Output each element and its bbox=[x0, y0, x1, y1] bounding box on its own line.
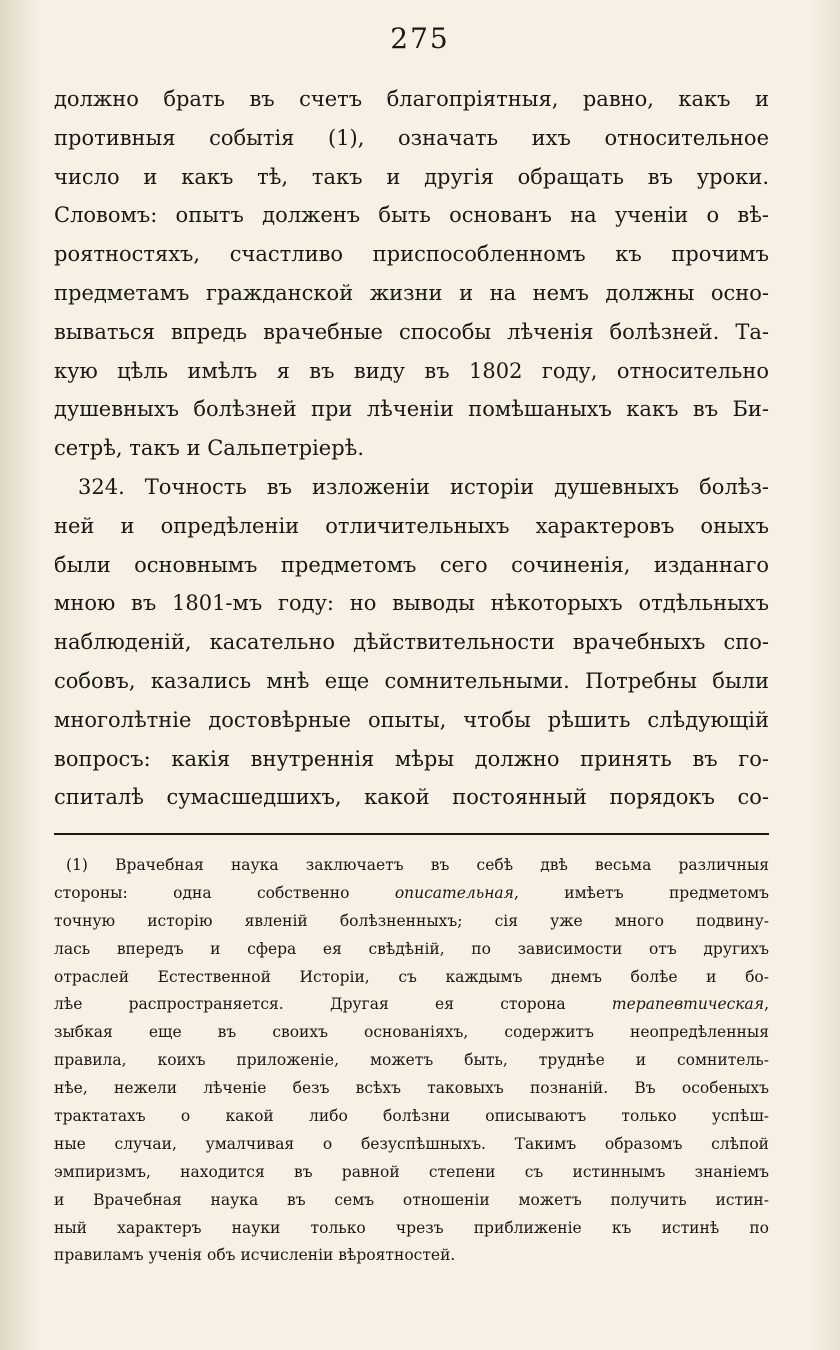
footnote-line: (1) Врачебная наука заключаетъ въ себѣ двѣ весьма различныя bbox=[66, 856, 769, 874]
footnote-line: трактатахъ о какой либо болѣзни описываютъ только успѣш- bbox=[54, 1107, 769, 1126]
text-line: спиталѣ сумасшедшихъ, какой постоянный порядокъ со- bbox=[54, 785, 769, 810]
footnote-line: ные случаи, умалчивая о безуспѣшныхъ. Такимъ образомъ слѣпой bbox=[54, 1134, 769, 1153]
text-line: число и какъ тѣ, такъ и другія обращать въ уроки. bbox=[54, 164, 769, 189]
footnote-line: ный характеръ науки только чрезъ приближеніе къ истинѣ по bbox=[54, 1218, 769, 1237]
text-line: вываться впредь врачебные способы лѣченія болѣзней. Та- bbox=[54, 319, 769, 344]
text-line: Словомъ: опытъ долженъ быть основанъ на ученіи о вѣ- bbox=[54, 203, 769, 228]
text-line: ней и опредѣленіи отличительныхъ характеровъ оныхъ bbox=[54, 513, 769, 538]
footnote-line: точную исторію явленій болѣзненныхъ; сія уже много подвину- bbox=[54, 911, 769, 930]
footnote-line: правила, коихъ приложеніе, можетъ быть, труднѣе и сомнитель- bbox=[54, 1051, 769, 1070]
text-line: роятностяхъ, счастливо приспособленномъ къ прочимъ bbox=[54, 242, 769, 267]
footnote-line: стороны: одна собственно описательная, имѣетъ предметомъ bbox=[54, 883, 769, 902]
footnote-line: правиламъ ученія объ исчисленіи вѣроятностей. bbox=[54, 1246, 456, 1265]
text-line: были основнымъ предметомъ сего сочиненія, изданнаго bbox=[54, 552, 769, 577]
text-line: сетрѣ, такъ и Сальпетріерѣ. bbox=[54, 436, 365, 461]
main-text bbox=[54, 80, 769, 817]
text-line: мною въ 1801-мъ году: но выводы нѣкоторыхъ отдѣльныхъ bbox=[54, 591, 769, 616]
text-line: предметамъ гражданской жизни и на немъ должны осно- bbox=[54, 280, 769, 305]
text-line: многолѣтніе достовѣрные опыты, чтобы рѣшить слѣдующій bbox=[54, 707, 769, 732]
text-line: собовъ, казались мнѣ еще сомнительными. Потребны были bbox=[54, 668, 769, 693]
text-line: кую цѣль имѣлъ я въ виду въ 1802 году, относительно bbox=[54, 358, 769, 383]
footnote-line: зыбкая еще въ своихъ основаніяхъ, содержитъ неопредѣленныя bbox=[54, 1023, 769, 1042]
footnote-line: нѣе, нежели лѣченіе безъ всѣхъ таковыхъ познаній. Въ особеныхъ bbox=[54, 1079, 769, 1098]
footnote bbox=[54, 852, 769, 1270]
footnote-line: и Врачебная наука въ семъ отношеніи можетъ получить истин- bbox=[54, 1190, 769, 1209]
paragraph-start-line: 324. Точность въ изложеніи исторіи душевныхъ болѣз- bbox=[78, 474, 769, 499]
text-line: наблюденій, касательно дѣйствительности врачебныхъ спо- bbox=[54, 630, 769, 655]
page-number: 275 bbox=[390, 22, 450, 55]
footnote-line: отраслей Естественной Исторіи, съ каждымъ днемъ болѣе и бо- bbox=[54, 967, 769, 986]
footnote-line: лась впередъ и сфера ея свѣдѣній, по зависимости отъ другихъ bbox=[54, 939, 769, 958]
footnote-divider bbox=[54, 833, 769, 835]
footnote-line: эмпиризмъ, находится въ равной степени съ истиннымъ знаніемъ bbox=[54, 1162, 769, 1181]
text-line: вопросъ: какія внутреннія мѣры должно принять въ го- bbox=[54, 746, 769, 771]
text-line: должно брать въ счетъ благопріятныя, равно, какъ и bbox=[54, 87, 769, 111]
text-line: душевныхъ болѣзней при лѣченіи помѣшаныхъ какъ въ Би- bbox=[54, 397, 769, 422]
italic-term-therapeutic: терапевтическая bbox=[611, 995, 765, 1014]
footnote-line: лѣе распространяется. Другая ея сторона терапевтическая, bbox=[54, 995, 769, 1014]
italic-term-descriptive: описательная bbox=[394, 883, 514, 902]
text-line: противныя событія (1), означать ихъ относительное bbox=[54, 125, 769, 150]
